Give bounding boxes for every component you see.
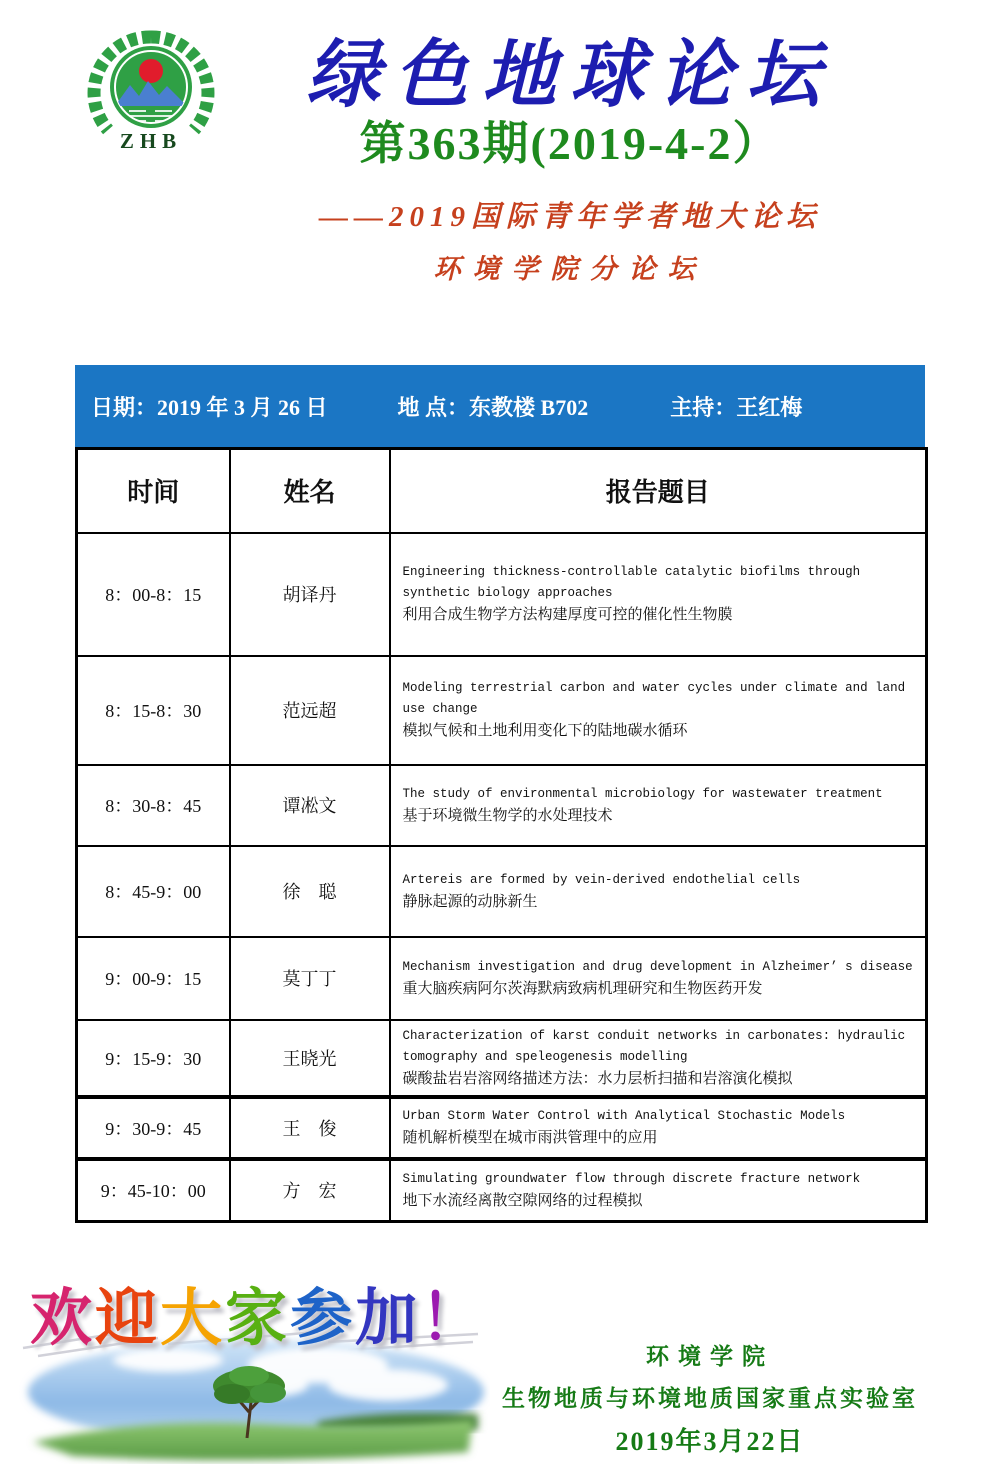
talk-title: [390, 1097, 927, 1159]
talk-title: [390, 1159, 927, 1222]
welcome-text: [30, 1268, 485, 1357]
session-date: 日期：2019 年 3 月 26 日: [91, 394, 328, 420]
talk-time: 9：15-9：30: [77, 1020, 230, 1097]
zhb-environment-logo: [84, 26, 218, 160]
talk-title: [390, 656, 927, 765]
talk-title: [390, 846, 927, 937]
welcome-char: 欢: [30, 1285, 96, 1353]
talk-title-zh: 重大脑疾病阿尔茨海默病致病机理研究和生物医药开发: [402, 980, 763, 997]
talk-title-zh: 地下水流经离散空隙网络的过程模拟: [402, 1192, 643, 1209]
talk-time: 9：45-10：00: [77, 1159, 230, 1222]
welcome-char: ！: [420, 1285, 486, 1353]
talk-time: 8：00-8：15: [77, 533, 230, 656]
table-row: [77, 656, 927, 765]
welcome-char: 家: [225, 1285, 291, 1353]
talk-title-zh: 随机解析模型在城市雨洪管理中的应用: [402, 1130, 658, 1146]
talk-title-en: Urban Storm Water Control with Analytical Stochastic Models: [402, 1109, 846, 1123]
welcome-char: 加: [355, 1285, 421, 1353]
subtitle-forum: ——2019国际青年学者地大论坛: [318, 200, 821, 233]
talk-title-en: Mechanism investigation and drug development in Alzheimer’ s disease: [402, 959, 913, 974]
table-row: [77, 846, 927, 937]
talk-title-zh: 基于环境微生物学的水处理技术: [402, 807, 613, 824]
talk-time: 9：30-9：45: [77, 1097, 230, 1159]
session-host: 主持：王红梅: [670, 394, 803, 420]
talk-title-zh: 静脉起源的动脉新生: [402, 893, 538, 910]
speaker-name: 方 宏: [230, 1159, 390, 1222]
column-header-name: 姓名: [230, 449, 390, 533]
speaker-name: 王 俊: [230, 1097, 390, 1159]
issue-number: 第363期(2019-4-2）: [359, 118, 781, 170]
talk-title-en: Modeling terrestrial carbon and water cycles under climate and land use change: [402, 681, 906, 716]
organizer-signature: [455, 1338, 965, 1458]
table-row: [77, 533, 927, 656]
column-header-title: 报告题目: [390, 449, 927, 533]
speaker-name: 莫丁丁: [230, 937, 390, 1020]
speaker-name: 胡译丹: [230, 533, 390, 656]
column-header-time: 时间: [77, 449, 230, 533]
session-venue: 地 点：东教楼 B702: [397, 394, 589, 420]
talk-time: 9：00-9：15: [77, 937, 230, 1020]
forum-title: 绿色地球论坛: [306, 35, 834, 117]
table-row: [77, 765, 927, 846]
signature-date: 2019年3月22日: [615, 1427, 805, 1456]
talk-title-zh: 利用合成生物学方法构建厚度可控的催化性生物膜: [402, 607, 733, 623]
table-row: [77, 1159, 927, 1222]
talk-title-zh: 碳酸盐岩岩溶网络描述方法：水力层析扫描和岩溶演化模拟: [402, 1070, 793, 1087]
session-info-bar: [75, 365, 925, 447]
talk-title: [390, 765, 927, 846]
talk-time: 8：30-8：45: [77, 765, 230, 846]
zhb-logo-icon: [84, 26, 218, 160]
talk-time: 8：45-9：00: [77, 846, 230, 937]
speaker-name: 谭凇文: [230, 765, 390, 846]
talk-title-en: Engineering thickness-controllable catalytic biofilms through synthetic biology approaches: [402, 565, 861, 600]
speaker-name: 徐 聪: [230, 846, 390, 937]
schedule-table: [75, 447, 928, 1223]
table-row: [77, 1097, 927, 1159]
table-row: [77, 1020, 927, 1097]
talk-title-en: Artereis are formed by vein-derived endothelial cells: [402, 872, 801, 887]
organizer-laboratory: 生物地质与环境地质国家重点实验室: [502, 1386, 918, 1411]
talk-title: [390, 1020, 927, 1097]
svg-text:ZHB: ZHB: [119, 129, 183, 153]
talk-time: 8：15-8：30: [77, 656, 230, 765]
speaker-name: 王晓光: [230, 1020, 390, 1097]
table-header-row: [77, 449, 927, 533]
talk-title-en: Simulating groundwater flow through discrete fracture network: [402, 1171, 861, 1186]
talk-title: [390, 937, 927, 1020]
welcome-char: 参: [290, 1285, 356, 1353]
table-row: [77, 937, 927, 1020]
poster-header: [225, 34, 915, 286]
talk-title-zh: 模拟气候和土地利用变化下的陆地碳水循环: [402, 723, 688, 739]
welcome-char: 迎: [95, 1285, 161, 1353]
talk-title-en: The study of environmental microbiology for wastewater treatment: [402, 786, 883, 801]
organizer-school: 环境学院: [646, 1344, 774, 1369]
talk-title: [390, 533, 927, 656]
talk-title-en: Characterization of karst conduit networks in carbonates: hydraulic tomography and speleogenesis modelling: [402, 1028, 906, 1064]
subtitle-branch: 环境学院分论坛: [433, 253, 707, 284]
welcome-char: 大: [160, 1285, 226, 1353]
speaker-name: 范远超: [230, 656, 390, 765]
